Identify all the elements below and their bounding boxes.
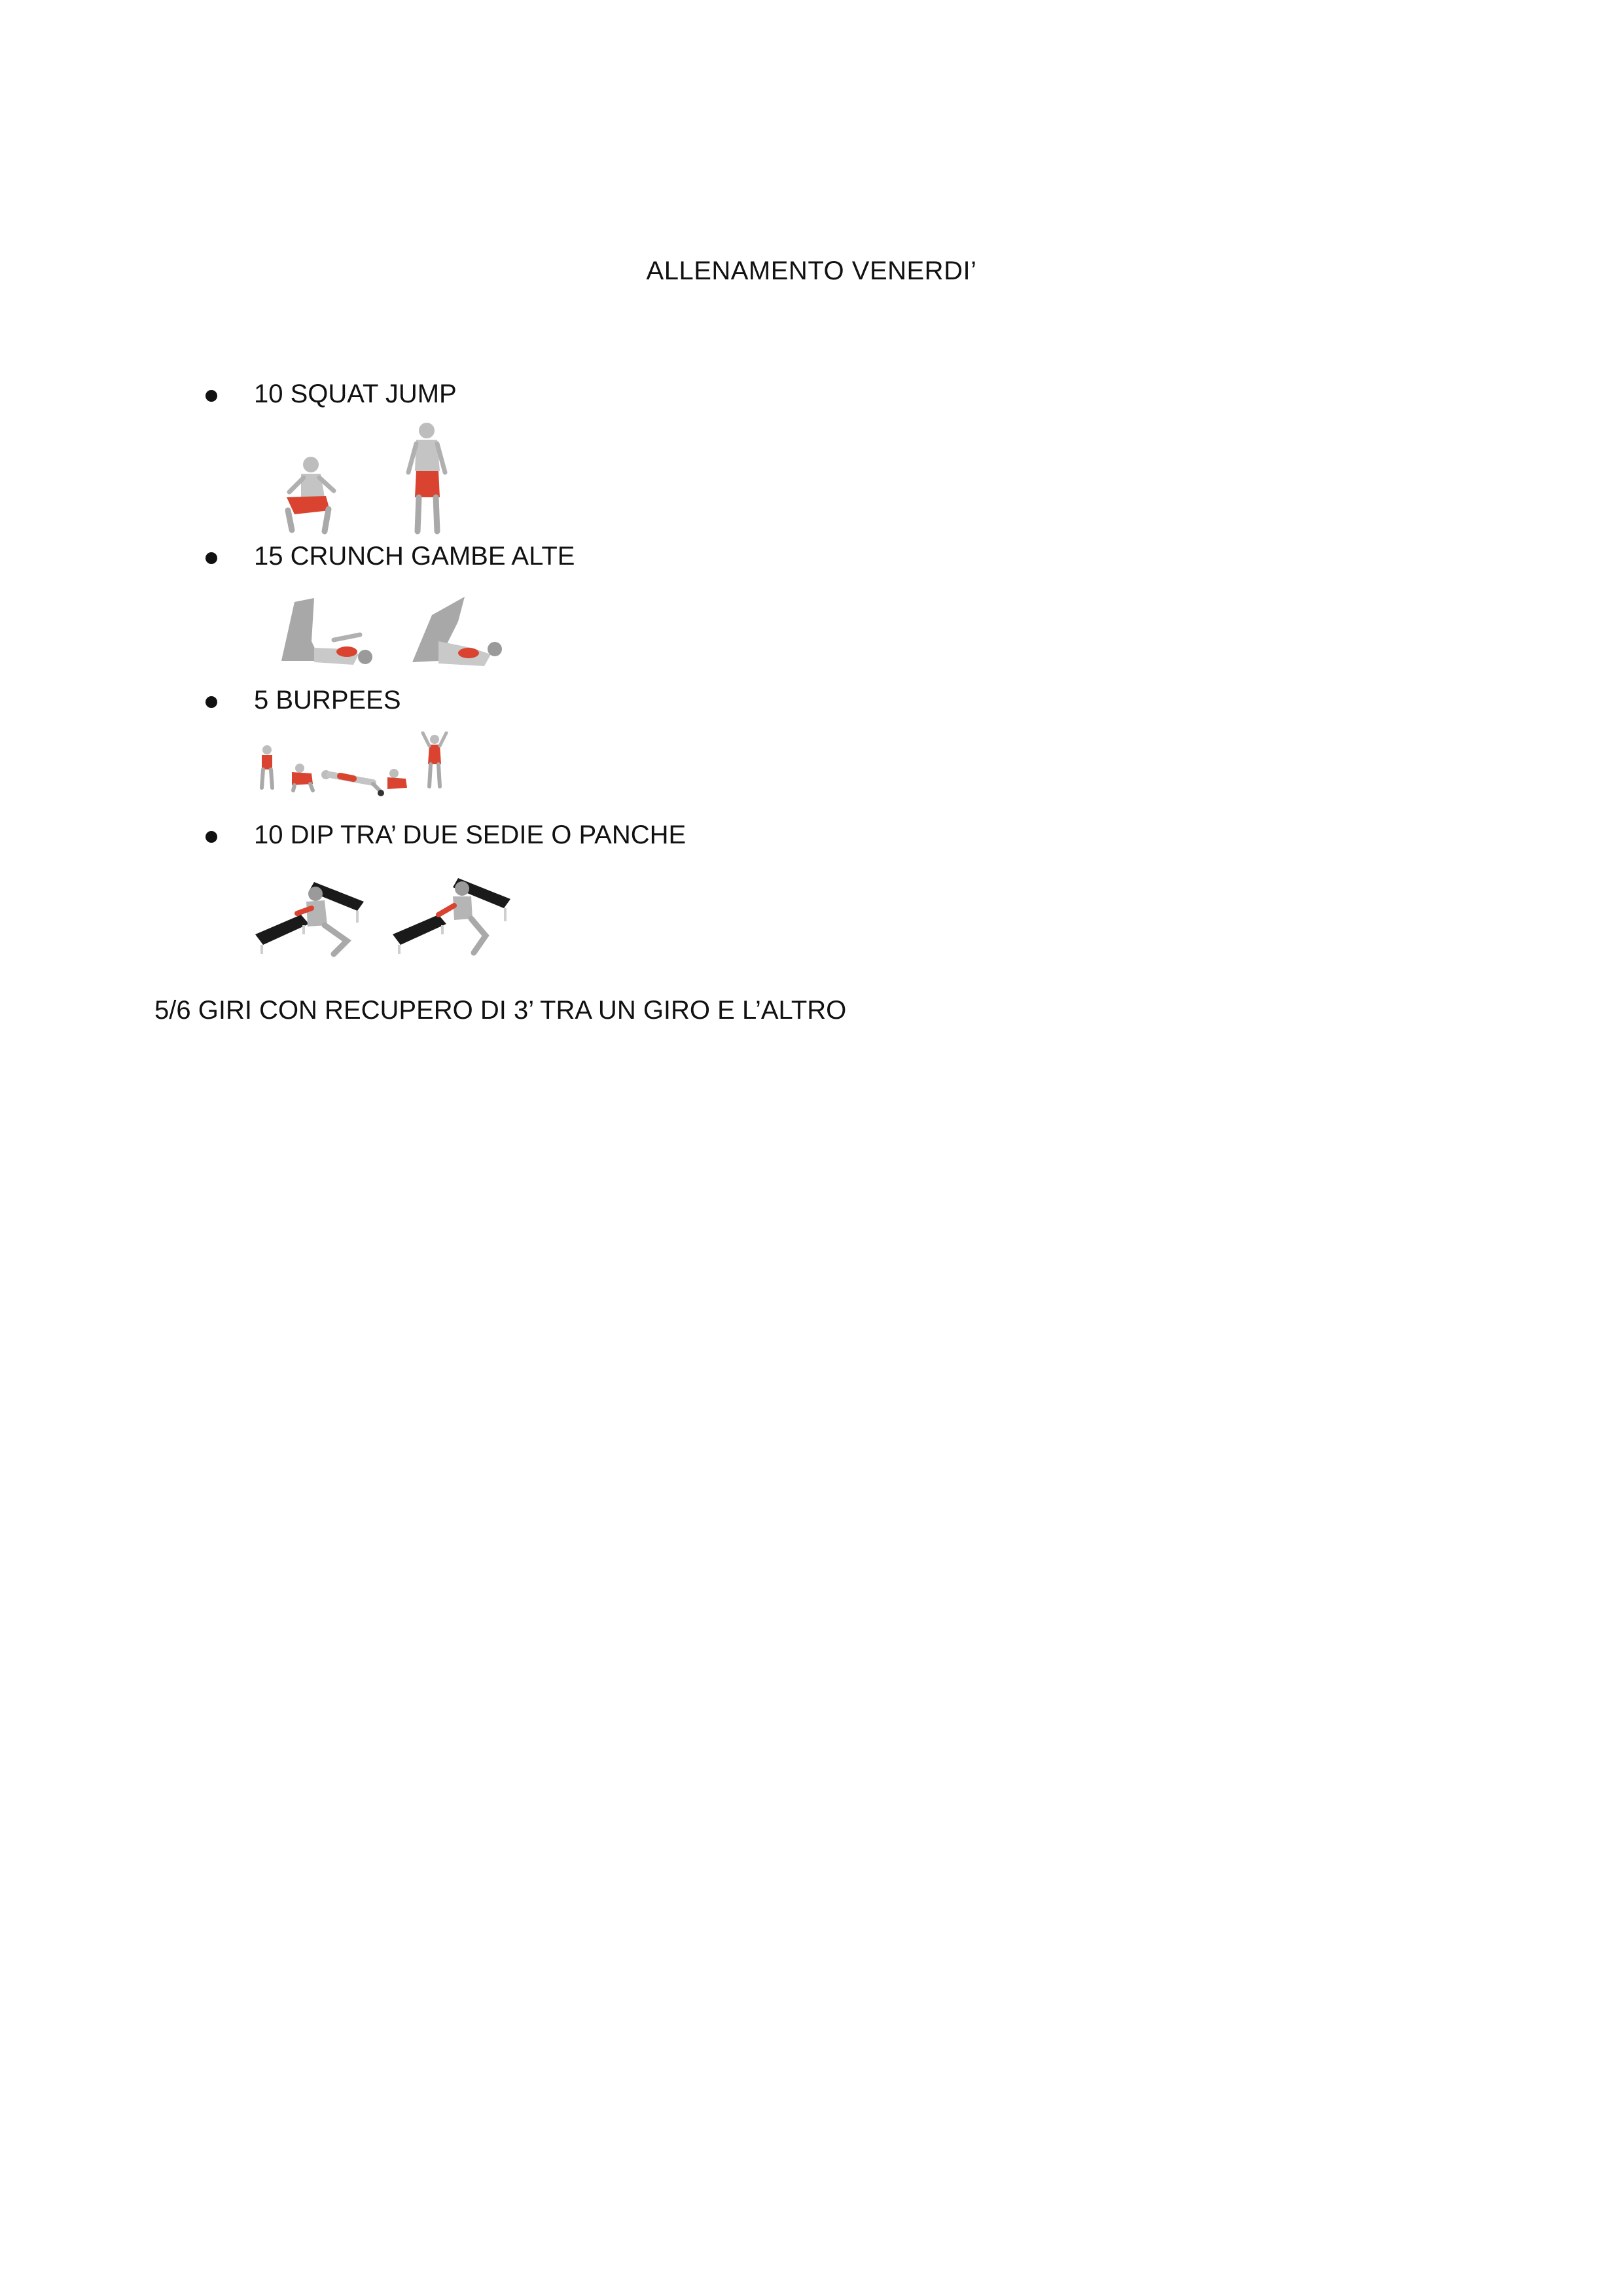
crunch-figure-2 bbox=[412, 597, 502, 666]
dip-figure-1 bbox=[255, 882, 364, 954]
rounds-note: 5/6 GIRI CON RECUPERO DI 3’ TRA UN GIRO E L’ALTRO bbox=[154, 996, 847, 1025]
bullet-icon bbox=[205, 390, 217, 402]
burpee-stand-figure bbox=[262, 745, 272, 788]
dip-illustration bbox=[249, 862, 537, 967]
exercise-label: 5 BURPEES bbox=[254, 686, 401, 715]
bullet-icon bbox=[205, 696, 217, 708]
squat-jump-illustration bbox=[249, 419, 471, 537]
burpee-jump-figure bbox=[423, 733, 446, 786]
exercise-label: 10 DIP TRA’ DUE SEDIE O PANCHE bbox=[254, 821, 687, 849]
squat-figure bbox=[287, 457, 334, 531]
burpee-return-figure bbox=[387, 769, 407, 789]
exercise-label: 10 SQUAT JUMP bbox=[254, 380, 457, 408]
burpee-squat-figure bbox=[292, 764, 313, 790]
dip-figure-2 bbox=[393, 878, 510, 954]
burpees-illustration bbox=[249, 732, 458, 797]
burpee-plank-figure bbox=[321, 770, 384, 796]
stand-figure bbox=[408, 423, 445, 531]
bullet-icon bbox=[205, 831, 217, 843]
exercise-label: 15 CRUNCH GAMBE ALTE bbox=[254, 542, 575, 571]
crunch-illustration bbox=[249, 589, 510, 674]
crunch-figure-1 bbox=[281, 598, 372, 665]
page-title: ALLENAMENTO VENERDI’ bbox=[646, 256, 977, 285]
bullet-icon bbox=[205, 552, 217, 564]
